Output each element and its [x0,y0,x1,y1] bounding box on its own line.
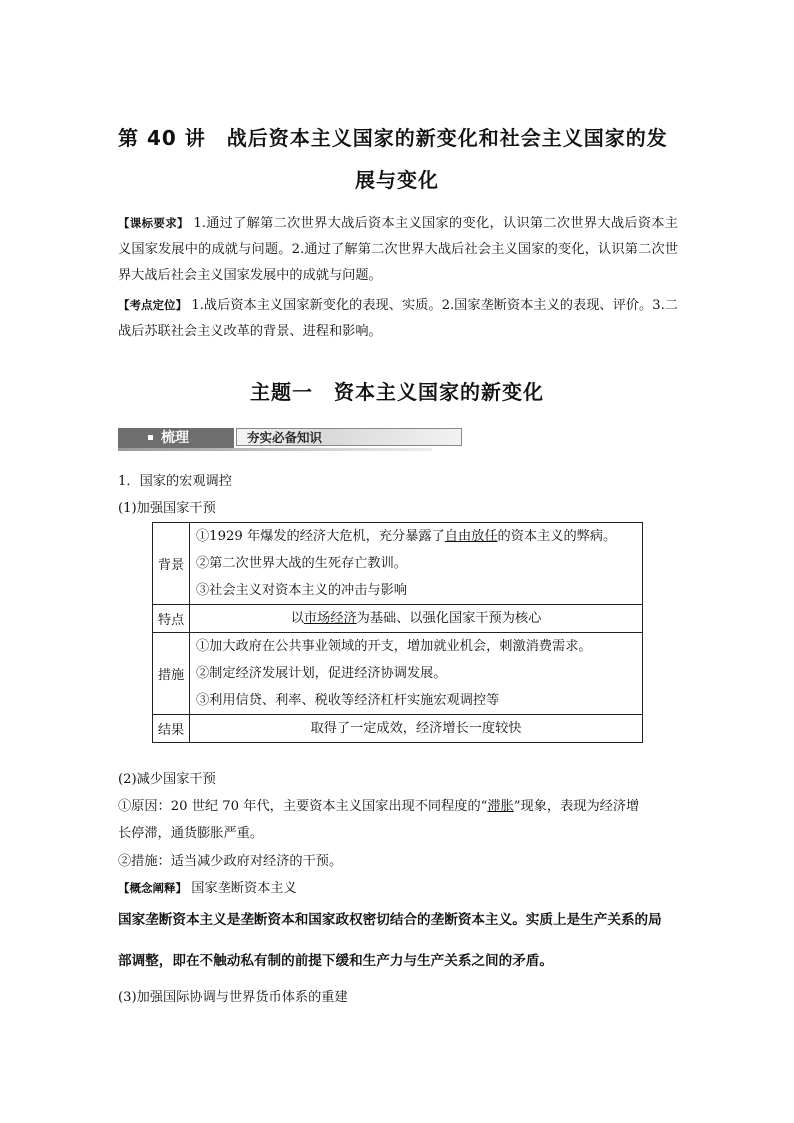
banner-underline [118,448,432,451]
table-row [153,633,643,715]
topic-title: 主题一 资本主义国家的新变化 [250,380,544,404]
row-content: 取得了一定成效，经济增长一度较快 [190,715,643,743]
intervention-table [152,522,643,743]
concept-term: 国家垄断资本主义 [191,881,297,896]
row-content: 以市场经济为基础、以强化国家干预为核心 [190,605,643,633]
section1-heading: 1．国家的宏观调控 [118,474,232,489]
sub2-heading: (2)减少国家干预 [118,772,216,787]
lesson-title-line1: 第 40 讲 战后资本主义国家的新变化和社会主义国家的发 [118,126,668,150]
banner-dark-label: 梳理 [118,428,234,448]
reason-line1: ①原因：20 世纪 70 年代，主要资本主义国家出现不同程度的“滞胀”现象，表现为经济增 [118,799,640,814]
row-label: 特点 [153,605,190,633]
section-banner [118,428,432,450]
sub3-heading: (3)加强国际协调与世界货币体系的重建 [118,990,348,1005]
exam-points-text: 1.战后资本主义国家新变化的表现、实质。2.国家垄断资本主义的表现、评价。3.二战后苏联社会主义改革的背景、进程和影响。 [118,298,678,339]
table-row [153,605,643,633]
curriculum-tag: 【课标要求】 [118,216,189,230]
row-label: 背景 [153,523,190,605]
row-label: 措施 [153,633,190,715]
concept-definition-line1: 国家垄断资本主义是垄断资本和国家政权密切结合的垄断资本主义。实质上是生产关系的局 [118,912,662,928]
concept-definition-line2: 部调整，即在不触动私有制的前提下缓和生产力与生产关系之间的矛盾。 [118,953,553,969]
exam-points [118,292,678,345]
row-content: ①加大政府在公共事业领域的开支，增加就业机会，刺激消费需求。 ②制定经济发展计划，促进经济协调发展。 ③利用信贷、利率、税收等经济杠杆实施宏观调控等 [190,633,643,715]
banner-light-label: 夯实必备知识 [236,428,462,446]
concept-line [118,877,297,896]
sub1-heading: (1)加强国家干预 [118,501,216,516]
row-content: ①1929 年爆发的经济大危机，充分暴露了自由放任的资本主义的弊病。 ②第二次世界大战的生死存亡教训。 ③社会主义对资本主义的冲击与影响 [190,523,643,605]
table-row [153,715,643,743]
row-label: 结果 [153,715,190,743]
concept-tag: 【概念阐释】 [118,881,187,895]
square-icon [148,435,153,440]
curriculum-requirements [118,210,678,289]
reason-line2: 长停滞，通货膨胀严重。 [118,826,264,841]
lesson-title-line2: 展与变化 [355,168,439,192]
exam-points-tag: 【考点定位】 [118,298,188,312]
table-row [153,523,643,605]
curriculum-text: 1.通过了解第二次世界大战后资本主义国家的变化，认识第二次世界大战后资本主义国家发展中的成就与问题。2.通过了解第二次世界大战后社会主义国家的变化，认识第二次世界大战后社会主义国家发展中的成就与问题。 [118,216,678,283]
measure-line: ②措施：适当减少政府对经济的干预。 [118,854,343,869]
